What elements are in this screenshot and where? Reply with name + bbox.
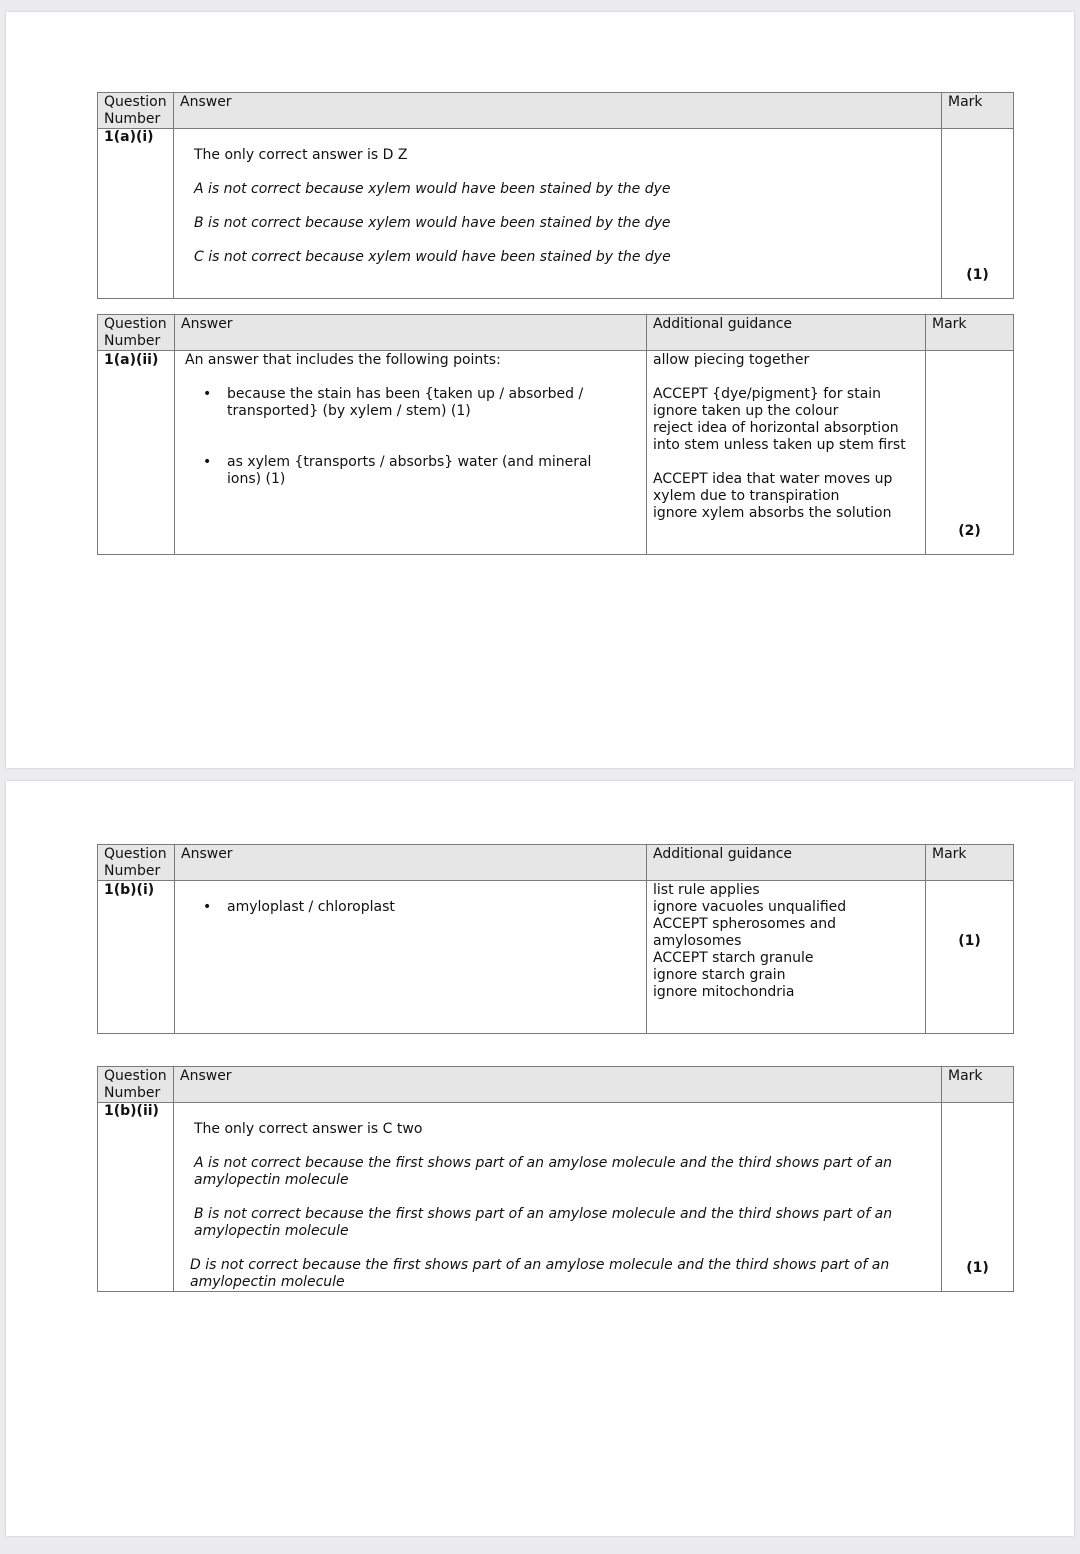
header-mark: Mark [926,845,1014,881]
explanation-b: B is not correct because the first shows part of an amylose molecule and the third shows part of an amylopectin molecule [194,1206,893,1239]
question-number: 1(b)(i) [104,882,155,898]
table-header-row [98,315,1014,351]
mark-value: (2) [958,523,981,539]
table-row [98,129,1014,299]
guidance-line: reject idea of horizontal absorption into stem unless taken up stem first [653,420,906,453]
header-mark: Mark [926,315,1014,351]
answer-cell [174,129,942,299]
answer-points [181,386,606,488]
header-question-number: Question Number [98,1067,174,1103]
mark-value: (1) [966,267,989,283]
guidance-cell [647,881,926,1034]
question-number-cell [98,351,175,555]
page-2 [6,781,1074,1536]
markscheme-table-1aii [97,314,1014,555]
guidance-line: ignore taken up the colour [653,403,839,419]
explanation-b: B is not correct because xylem would have been stained by the dye [194,215,671,231]
guidance-cell [647,351,926,555]
table-row [98,881,1014,1034]
bullet-icon: • [203,454,212,470]
question-number: 1(b)(ii) [104,1103,159,1119]
answer-cell [175,881,647,1034]
bullet-icon: • [203,386,212,402]
mark-cell [926,881,1014,1034]
guidance-line: ACCEPT spherosomes and amylosomes [653,916,837,949]
header-answer: Answer [175,315,647,351]
header-question-number: Question Number [98,93,174,129]
explanation-a: A is not correct because the first shows part of an amylose molecule and the third shows part of an amylopectin molecule [194,1155,893,1188]
guidance-line: allow piecing together [653,352,810,368]
header-mark: Mark [942,1067,1014,1103]
table-row [98,1103,1014,1292]
mark-cell [926,351,1014,555]
table-header-row [98,845,1014,881]
page-1 [6,12,1074,768]
table-row [98,351,1014,555]
header-additional-guidance: Additional guidance [647,845,926,881]
answer-cell [174,1103,942,1292]
answer-cell [175,351,647,555]
header-additional-guidance: Additional guidance [647,315,926,351]
bullet-icon: • [203,899,212,915]
table-header-row [98,1067,1014,1103]
table-header-row [98,93,1014,129]
explanation-c: C is not correct because xylem would have been stained by the dye [194,249,671,265]
question-number-cell [98,1103,174,1292]
header-answer: Answer [174,1067,942,1103]
correct-answer-text: The only correct answer is C two [194,1121,423,1137]
question-number-cell [98,129,174,299]
question-number-cell [98,881,175,1034]
list-item: • amyloplast / chloroplast [203,899,395,915]
guidance-line: ACCEPT idea that water moves up xylem due to transpiration [653,471,893,504]
header-answer: Answer [175,845,647,881]
guidance-line: ignore vacuoles unqualified [653,899,847,915]
correct-answer-text: The only correct answer is D Z [194,147,408,163]
guidance-line: ACCEPT starch granule [653,950,814,966]
guidance-line: ignore mitochondria [653,984,795,1000]
answer-intro: An answer that includes the following points: [185,352,501,368]
question-number: 1(a)(i) [104,129,154,145]
mark-value: (1) [958,933,981,949]
explanation-d: D is not correct because the first shows part of an amylose molecule and the third shows part of an amylopectin molecule [190,1257,890,1290]
mark-cell [942,129,1014,299]
markscheme-table-1bii [97,1066,1014,1292]
question-number: 1(a)(ii) [104,352,159,368]
mark-value: (1) [966,1260,989,1276]
list-item: • because the stain has been {taken up / absorbed / transported} (by xylem / stem) (1) [203,386,584,419]
guidance-line: ACCEPT {dye/pigment} for stain [653,386,882,402]
markscheme-table-1bi [97,844,1014,1034]
mark-cell [942,1103,1014,1292]
markscheme-table-1ai [97,92,1014,299]
guidance-line: list rule applies [653,882,760,898]
explanation-a: A is not correct because xylem would have been stained by the dye [194,181,671,197]
header-mark: Mark [942,93,1014,129]
answer-points [181,899,640,916]
header-answer: Answer [174,93,942,129]
header-question-number: Question Number [98,845,175,881]
header-question-number: Question Number [98,315,175,351]
guidance-line: ignore xylem absorbs the solution [653,505,892,521]
list-item: • as xylem {transports / absorbs} water (and mineral ions) (1) [203,454,592,487]
guidance-line: ignore starch grain [653,967,786,983]
